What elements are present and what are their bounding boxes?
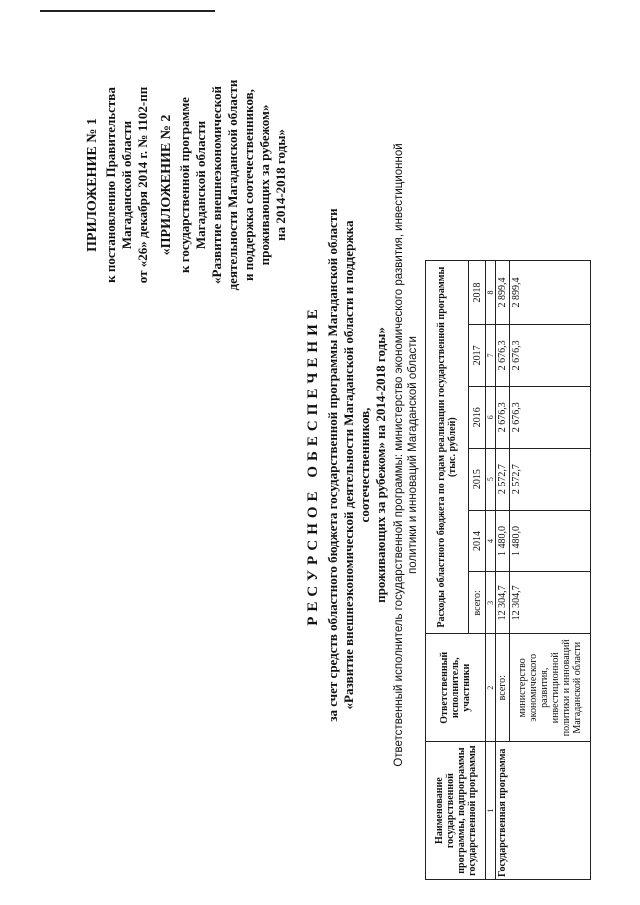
- heading-line: за счет средств областного бюджета государственной программы Магаданской области: [325, 208, 340, 722]
- rotated-page: [20, 25, 620, 885]
- appendix-line-2: к государственной программе: [177, 97, 192, 273]
- header-expenses: Расходы областного бюджета по годам реализации государственной программы (тыс. рублей): [426, 261, 469, 634]
- value-cell: 2 676,3: [510, 324, 591, 386]
- table-row-total: [496, 261, 510, 880]
- header-executor: Ответственный исполнитель, участники: [426, 634, 486, 742]
- header-year: 2014: [469, 510, 486, 572]
- header-year: 2015: [469, 448, 486, 510]
- header-name: Наименование государственной программы, подпрограммы государственной программы: [426, 742, 486, 880]
- heading-line: «Развитие внешнеэкономической деятельности Магаданской области и поддержка соотечественников,: [341, 220, 372, 710]
- column-number: 8: [486, 261, 496, 325]
- value-cell: 12 304,7: [496, 572, 510, 634]
- responsible-executor: [392, 65, 420, 845]
- value-cell: 2 676,3: [510, 386, 591, 448]
- table-header-row: [426, 261, 469, 880]
- value-cell: 2 676,3: [496, 324, 510, 386]
- value-cell: 1 480,0: [510, 510, 591, 572]
- heading-line: проживающих за рубежом» на 2014-2018 годы»: [373, 327, 388, 603]
- header-year: 2016: [469, 386, 486, 448]
- value-cell: 2 899,4: [510, 261, 591, 325]
- program-name-cell: Государственная программа: [496, 742, 591, 880]
- column-number: 6: [486, 386, 496, 448]
- appendix-line: от «26» декабря 2014 г. № 1102-пп: [135, 86, 150, 284]
- column-numbers-row: [486, 261, 496, 880]
- value-cell: 1 480,0: [496, 510, 510, 572]
- appendix-line: Магаданской области: [119, 120, 134, 250]
- value-cell: 12 304,7: [510, 572, 591, 634]
- column-number: 2: [486, 634, 496, 742]
- column-number: 5: [486, 448, 496, 510]
- appendix-title-2: «ПРИЛОЖЕНИЕ № 2: [159, 114, 174, 256]
- header-total: всего:: [469, 572, 486, 634]
- column-number: 3: [486, 572, 496, 634]
- responsible-line: политики и инноваций Магаданской области: [407, 336, 419, 574]
- header-year: 2018: [469, 261, 486, 325]
- appendix-line-2: деятельности Магаданской области: [225, 79, 240, 291]
- appendix-line-2: и поддержка соотечественников,: [241, 89, 256, 281]
- value-cell: 2 572,7: [496, 448, 510, 510]
- column-number: 1: [486, 742, 496, 880]
- value-cell: 2 899,4: [496, 261, 510, 325]
- executor-total-cell: всего:: [496, 634, 510, 742]
- resource-table: [425, 260, 591, 880]
- executor-cell: министерство экономического развития, инвестиционной политики и инноваций Магаданской области: [510, 634, 591, 742]
- appendix-line-2: проживающих за рубежом»: [257, 104, 272, 266]
- value-cell: 2 572,7: [510, 448, 591, 510]
- appendix-line-2: Магаданской области: [193, 120, 208, 250]
- header-rule: [40, 10, 215, 12]
- appendix-line: к постановлению Правительства: [103, 87, 118, 283]
- column-number: 7: [486, 324, 496, 386]
- document-heading: [305, 185, 389, 745]
- appendix-block: [85, 45, 289, 325]
- document-title: РЕСУРСНОЕ ОБЕСПЕЧЕНИЕ: [305, 304, 321, 626]
- column-number: 4: [486, 510, 496, 572]
- responsible-line: Ответственный исполнитель государственной программы: министерство экономического развития, инвестиционной: [393, 143, 405, 767]
- value-cell: 2 676,3: [496, 386, 510, 448]
- header-year: 2017: [469, 324, 486, 386]
- appendix-line-2: на 2014-2018 годы»: [273, 129, 288, 241]
- appendix-line-2: «Развитие внешнеэкономической: [209, 86, 224, 284]
- appendix-title: ПРИЛОЖЕНИЕ № 1: [85, 118, 100, 252]
